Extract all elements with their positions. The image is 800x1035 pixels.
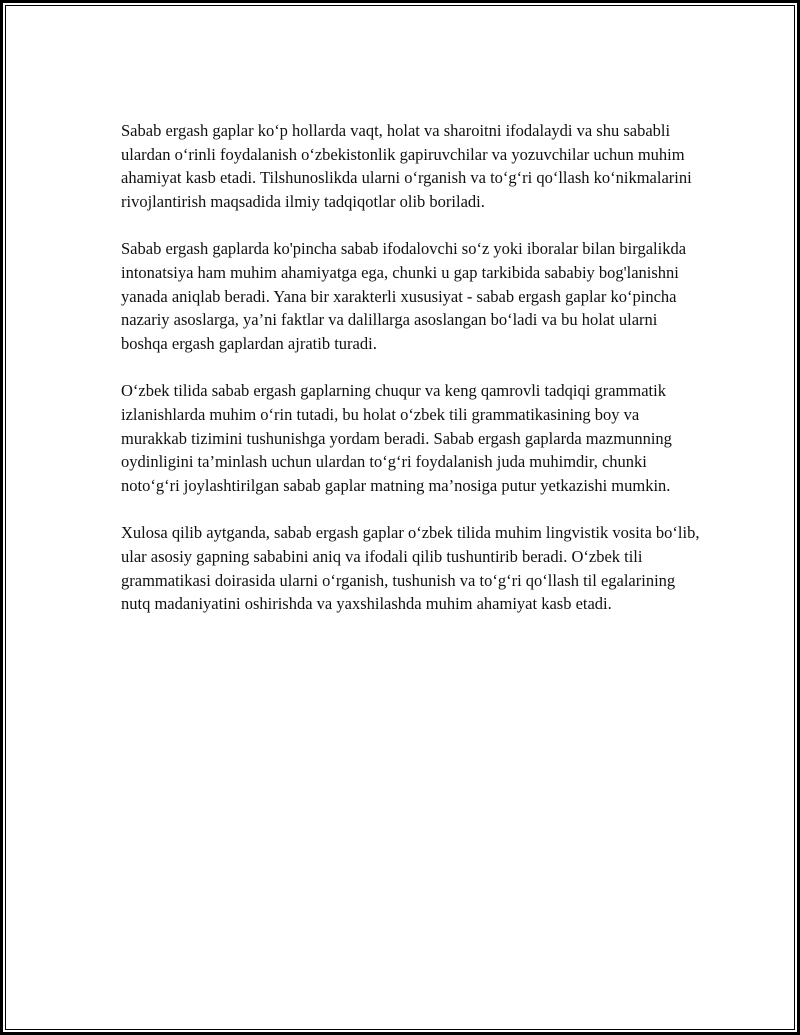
paragraph: Sabab ergash gaplarda ko'pincha sabab ifodalovchi so‘z yoki iboralar bilan birgalikda intonatsiya ham muhim ahamiyatga ega, chunki u gap tarkibida sababiy bog'lanishni yanada aniqlab beradi. Yana bir xarakterli xususiyat - sabab ergash gaplar ko‘pincha nazariy asoslarga, ya’ni faktlar va dalillarga asoslangan bo‘ladi va bu holat ularni boshqa ergash gaplardan ajratib turadi.	[121, 239, 687, 353]
paragraph: Xulosa qilib aytganda, sabab ergash gaplar o‘zbek tilida muhim lingvistik vosita bo‘lib, ular asosiy gapning sababini aniq va ifodali qilib tushuntirib beradi. O‘zbek tili grammatikasi doirasida ularni o‘rganish, tushunish va to‘g‘ri qo‘llash til egalarining nutq madaniyatini oshirishda va yaxshilashda muhim ahamiyat kasb etadi.	[121, 523, 700, 614]
document-body	[121, 119, 701, 640]
paragraph: Sabab ergash gaplar ko‘p hollarda vaqt, holat va sharoitni ifodalaydi va shu sababli ulardan o‘rinli foydalanish o‘zbekistonlik gapiruvchilar va yozuvchilar uchun muhim ahamiyat kasb etadi. Tilshunoslikda ularni o‘rganish va to‘g‘ri qo‘llash ko‘nikmalarini rivojlantirish maqsadida ilmiy tadqiqotlar olib boriladi.	[121, 121, 692, 211]
paragraph: O‘zbek tilida sabab ergash gaplarning chuqur va keng qamrovli tadqiqi grammatik izlanishlarda muhim o‘rin tutadi, bu holat o‘zbek tili grammatikasining boy va murakkab tizimini tushunishga yordam beradi. Sabab ergash gaplarda mazmunning oydinligini ta’minlash uchun ulardan to‘g‘ri foydalanish juda muhimdir, chunki noto‘g‘ri joylashtirilgan sabab gaplar matning ma’nosiga putur yetkazishi mumkin.	[121, 381, 672, 495]
